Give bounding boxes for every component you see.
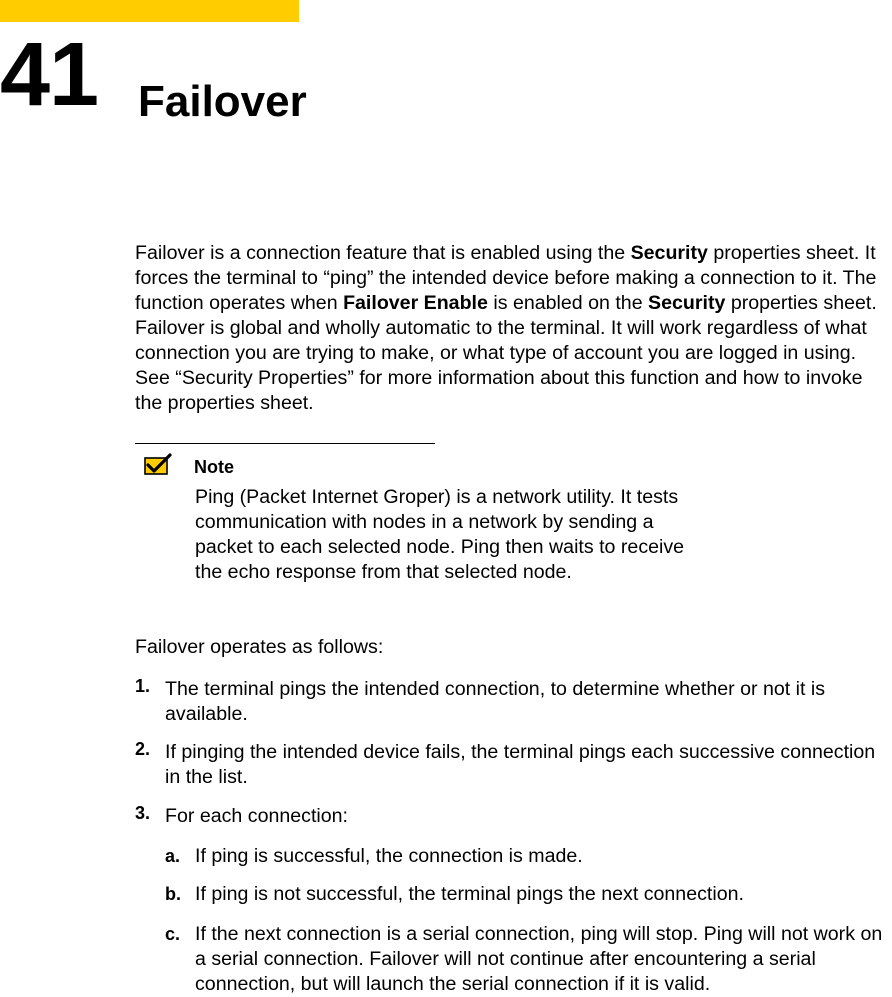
substep-text: If ping is not successful, the terminal pings the next connection. [195,883,744,905]
note-body: Ping (Packet Internet Groper) is a network utility. It tests communication with nodes in a network by sending a packet to each selected node. Ping then waits to receive the echo response from that selected node. [195,486,685,583]
note-divider [135,443,435,444]
step-text: For each connection: [165,805,348,827]
substep-letter: b. [165,884,181,904]
step-text: The terminal pings the intended connection, to determine whether or not it is available. [165,678,826,725]
substep-text: If ping is successful, the connection is made. [195,845,583,867]
failover-enable-term: Failover Enable [343,292,488,314]
step-text: If pinging the intended device fails, the terminal pings each successive connection in the list. [165,741,876,788]
step-number: 3. [135,803,151,823]
procedure-lead: Failover operates as follows: [135,636,384,658]
security-term: Security [630,242,708,264]
header-accent-bar [0,0,299,22]
note-heading: Note [194,457,234,477]
substep-letter: a. [165,846,181,866]
step-number: 2. [135,739,151,759]
intro-paragraph [135,241,892,416]
intro-text-2: properties sheet. It forces the terminal to “ping” the intended device before making a connection to it. The function operates when [135,242,877,314]
step-number: 1. [135,676,151,696]
intro-text-3: is enabled on the [487,292,649,314]
security-term-2: Security [648,292,726,314]
chapter-number: 41 [0,25,99,125]
intro-text-4: properties sheet. Failover is global and wholly automatic to the terminal. It will work regardless of what connection you are trying to make, or what type of account you are logged in using. See “Security Properties” for more information about this function and how to invoke the properties sheet. [135,292,877,414]
substep-text: If the next connection is a serial connection, ping will stop. Ping will not work on a serial connection. Failover will not continue after encountering a serial connection, but will launch the serial connection if it is valid. [195,923,883,995]
chapter-title: Failover [138,77,307,126]
intro-text-1: Failover is a connection feature that is enabled using the [135,242,631,264]
checkbox-check-icon [144,453,172,475]
substep-letter: c. [165,924,181,944]
